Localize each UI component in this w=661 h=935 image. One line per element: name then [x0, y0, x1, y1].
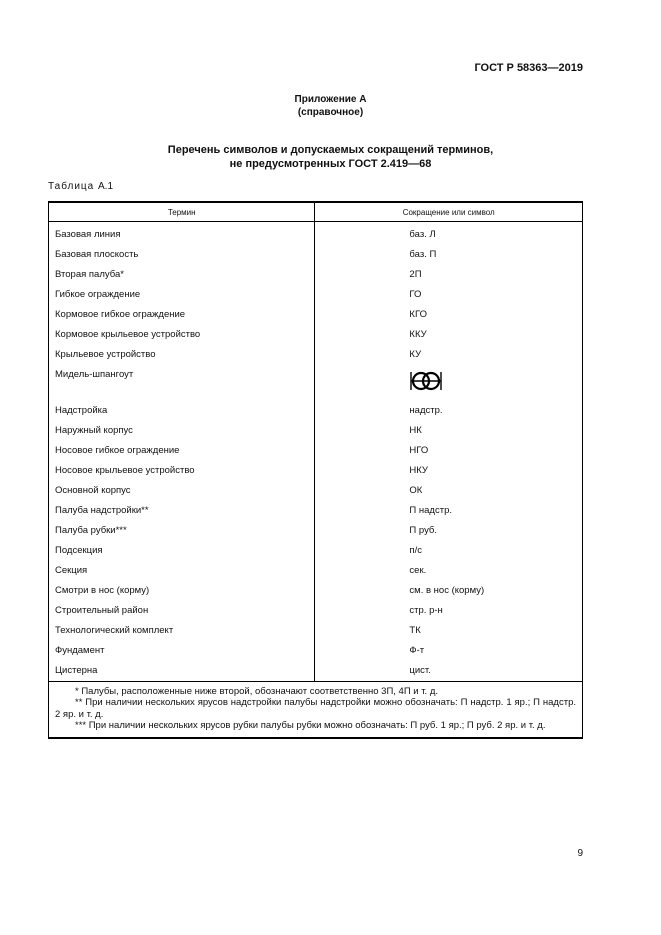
appendix-heading: [0, 93, 661, 119]
page-number: 9: [577, 848, 583, 859]
term-cell: Фундамент: [49, 642, 315, 662]
appendix-subtitle: (справочное): [297, 107, 364, 118]
table-row: [49, 422, 583, 442]
term-cell: Кормовое гибкое ограждение: [49, 306, 315, 326]
table-row: [49, 326, 583, 346]
table-row: [49, 346, 583, 366]
table-row: [49, 542, 583, 562]
term-cell: Вторая палуба*: [49, 266, 315, 286]
table-row: [49, 602, 583, 622]
section-heading-line-1: Перечень символов и допускаемых сокращений терминов,: [167, 144, 494, 156]
abbreviation-cell: баз. Л: [315, 222, 583, 246]
term-cell: Гибкое ограждение: [49, 286, 315, 306]
term-cell: Строительный район: [49, 602, 315, 622]
term-cell: Цистерна: [49, 662, 315, 682]
abbreviation-cell: см. в нос (корму): [315, 582, 583, 602]
term-cell: Надстройка: [49, 402, 315, 422]
table-row: [49, 366, 583, 402]
table-row: [49, 306, 583, 326]
document-code: ГОСТ Р 58363—2019: [474, 62, 583, 74]
term-cell: Наружный корпус: [49, 422, 315, 442]
table-body: [49, 222, 583, 682]
table-row: [49, 442, 583, 462]
appendix-title: Приложение А: [294, 94, 367, 105]
abbreviation-cell: цист.: [315, 662, 583, 682]
term-cell: Носовое крыльевое устройство: [49, 462, 315, 482]
table-caption: [48, 181, 113, 192]
term-cell: Палуба рубки***: [49, 522, 315, 542]
abbreviation-cell: НГО: [315, 442, 583, 462]
abbreviation-cell: надстр.: [315, 402, 583, 422]
table-note-1: * Палубы, расположенные ниже второй, обозначают соответственно 3П, 4П и т. д.: [75, 685, 439, 697]
abbreviation-cell: стр. р-н: [315, 602, 583, 622]
abbreviation-cell: П руб.: [315, 522, 583, 542]
table-row: [49, 482, 583, 502]
abbreviation-cell: Ф-т: [315, 642, 583, 662]
term-cell: Основной корпус: [49, 482, 315, 502]
abbreviation-cell: КУ: [315, 346, 583, 366]
table-row: [49, 562, 583, 582]
table-row: [49, 222, 583, 246]
abbreviation-cell: КГО: [315, 306, 583, 326]
table-row: [49, 246, 583, 266]
term-cell: Смотри в нос (корму): [49, 582, 315, 602]
abbreviation-cell: 2П: [315, 266, 583, 286]
table-row: [49, 522, 583, 542]
table-row: [49, 622, 583, 642]
term-cell: Подсекция: [49, 542, 315, 562]
abbreviation-cell: ТК: [315, 622, 583, 642]
term-cell: Мидель-шпангоут: [49, 366, 315, 402]
column-header-abbreviation: Сокращение или символ: [315, 202, 583, 222]
table-row: [49, 266, 583, 286]
table-notes-row: [49, 681, 583, 738]
abbreviation-cell: [315, 366, 583, 402]
term-cell: Базовая линия: [49, 222, 315, 246]
table-caption-label: Таблица: [48, 181, 95, 192]
term-cell: Крыльевое устройство: [49, 346, 315, 366]
term-cell: Кормовое крыльевое устройство: [49, 326, 315, 346]
abbreviation-cell: баз. П: [315, 246, 583, 266]
abbreviation-cell: П надстр.: [315, 502, 583, 522]
table-header-row: [49, 202, 583, 222]
term-cell: Палуба надстройки**: [49, 502, 315, 522]
term-cell: Секция: [49, 562, 315, 582]
section-heading: [0, 143, 661, 171]
table-row: [49, 642, 583, 662]
table-note-2: ** При наличии нескольких ярусов надстройки палубы надстройки можно обозначать: П надстр. 1 яр.; П надстр. 2 яр. и т. д.: [55, 697, 576, 720]
table-row: [49, 286, 583, 306]
abbreviation-cell: ОК: [315, 482, 583, 502]
term-cell: Базовая плоскость: [49, 246, 315, 266]
abbreviation-cell: сек.: [315, 562, 583, 582]
table-caption-number: А.1: [98, 181, 114, 192]
table-row: [49, 502, 583, 522]
table-notes: [49, 681, 583, 738]
term-cell: Носовое гибкое ограждение: [49, 442, 315, 462]
table-row: [49, 402, 583, 422]
table-row: [49, 462, 583, 482]
abbreviation-cell: ГО: [315, 286, 583, 306]
term-cell: Технологический комплект: [49, 622, 315, 642]
abbreviation-cell: НКУ: [315, 462, 583, 482]
table-note-3: *** При наличии нескольких ярусов рубки палубы рубки можно обозначать: П руб. 1 яр.; П руб. 2 яр. и т. д.: [75, 720, 546, 731]
midship-frame-icon: [409, 370, 443, 392]
terms-table: [48, 201, 583, 739]
abbreviation-cell: п/с: [315, 542, 583, 562]
column-header-term: Термин: [49, 202, 315, 222]
abbreviation-cell: ККУ: [315, 326, 583, 346]
table-row: [49, 582, 583, 602]
table-row: [49, 662, 583, 682]
section-heading-line-2: не предусмотренных ГОСТ 2.419—68: [229, 158, 432, 170]
abbreviation-cell: НК: [315, 422, 583, 442]
